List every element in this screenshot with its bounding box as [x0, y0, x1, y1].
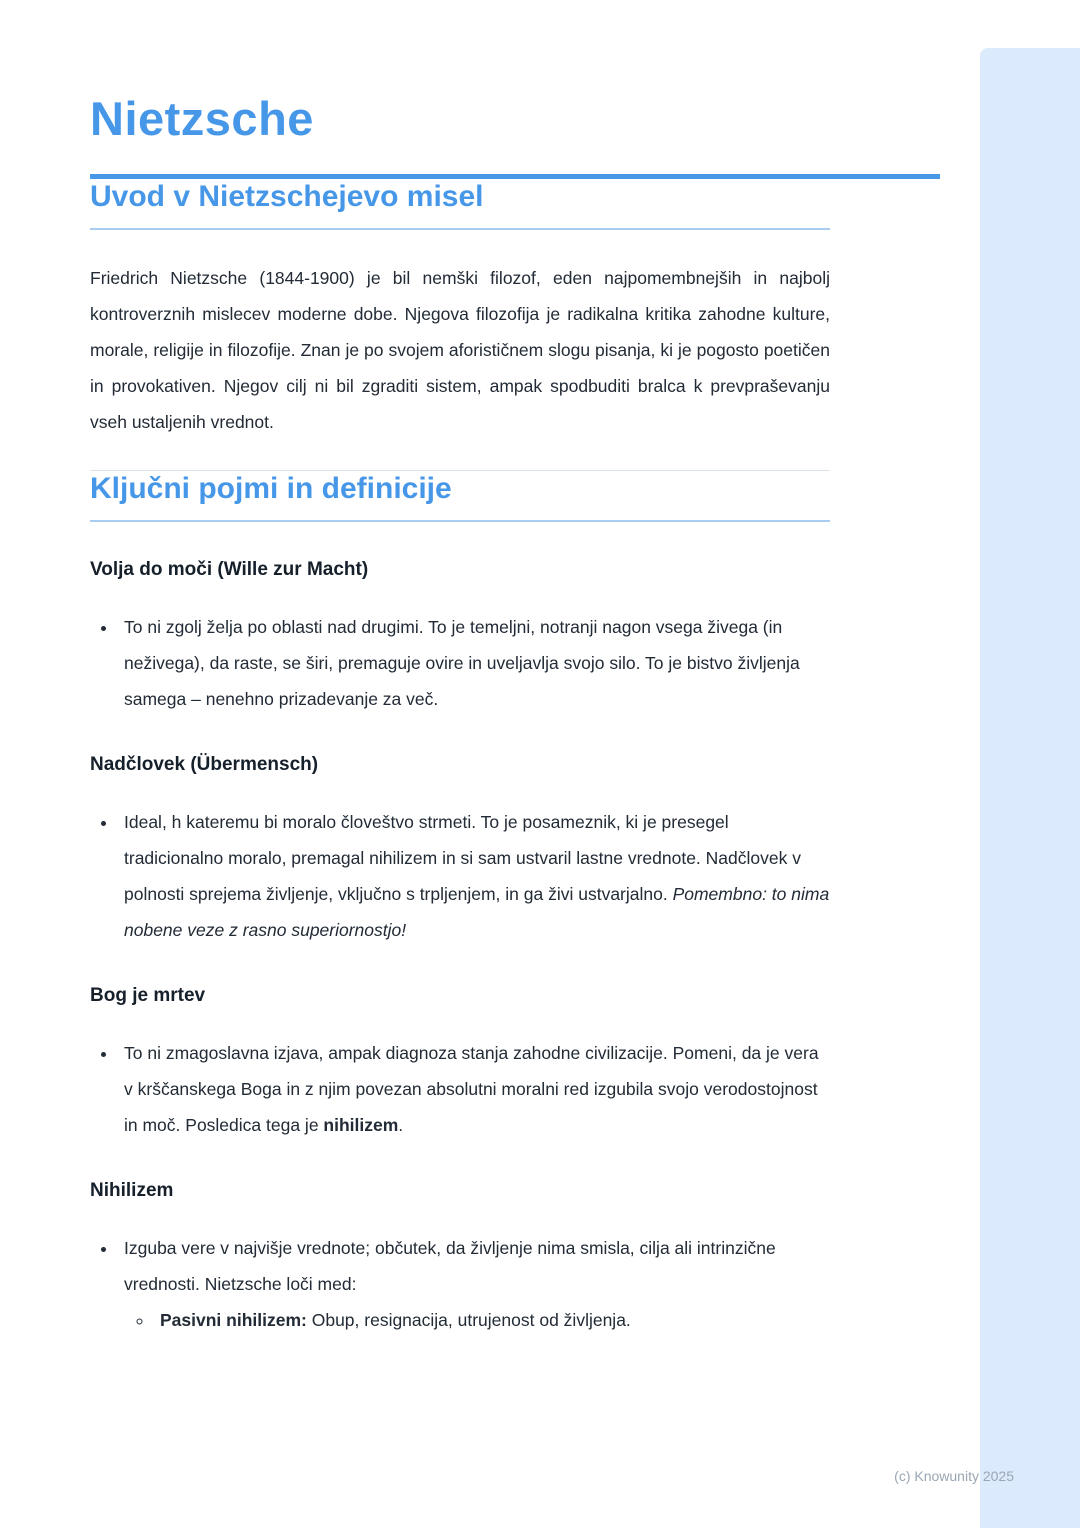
- list-item: [118, 1035, 830, 1143]
- bullet-text-end: .: [398, 1114, 404, 1135]
- section-heading-uvod: Uvod v Nietzschejevo misel: [90, 179, 830, 230]
- list-item: [118, 609, 830, 717]
- term-bog-je-mrtev: Bog je mrtev: [90, 984, 206, 1006]
- page-margin-strip: [980, 48, 1080, 1528]
- sub-bullet-text-bold: Pasivni nihilizem:: [160, 1309, 307, 1330]
- bullet-list-nadclovek: [90, 804, 830, 948]
- term-volja-do-moci: Volja do moči (Wille zur Macht): [90, 559, 369, 581]
- sub-bullet-list: [124, 1302, 830, 1338]
- section-heading-kljucni-pojmi: Ključni pojmi in definicije: [90, 471, 830, 522]
- bullet-text-bold: nihilizem: [323, 1114, 399, 1135]
- bullet-text-italic: Pomembno: to nima nobene veze z rasno superiornostjo!: [124, 883, 830, 940]
- sub-list-item: [154, 1302, 830, 1338]
- bullet-list-nihilizem: [90, 1230, 830, 1338]
- bullet-text: Ideal, h kateremu bi moralo človeštvo strmeti. To je posameznik, ki je presegel tradicionalno moralo, premagal nihilizem in si sam ustvaril lastne vrednote. Nadčlovek v polnosti sprejema življenje, vključno s trpljenjem, in ga živi ustvarjalno.: [124, 811, 801, 904]
- bullet-text: Izguba vere v najvišje vrednote; občutek, da življenje nima smisla, cilja ali intrinzične vrednosti. Nietzsche loči med:: [124, 1237, 776, 1294]
- bullet-list-volja: [90, 609, 830, 717]
- bullet-list-bog: [90, 1035, 830, 1143]
- list-item: [118, 1230, 830, 1338]
- copyright-footer: (c) Knowunity 2025: [894, 1468, 1014, 1484]
- document-content: [90, 0, 830, 1338]
- list-item: [118, 804, 830, 948]
- sub-bullet-text: Obup, resignacija, utrujenost od življenja.: [306, 1309, 631, 1330]
- bullet-text: To ni zmagoslavna izjava, ampak diagnoza stanja zahodne civilizacije. Pomeni, da je vera v krščanskega Boga in z njim povezan absolutni moralni red izgubila svojo verodostojnost in moč. Posledica tega je: [124, 1042, 819, 1135]
- term-nadclovek: Nadčlovek (Übermensch): [90, 754, 319, 776]
- term-nihilizem: Nihilizem: [90, 1179, 174, 1201]
- page-title: Nietzsche: [90, 92, 314, 145]
- intro-paragraph: Friedrich Nietzsche (1844-1900) je bil nemški filozof, eden najpomembnejših in najbolj kontroverznih mislecev moderne dobe. Njegova filozofija je radikalna kritika zahodne kulture, morale, religije in filozofije. Znan je po svojem aforističnem slogu pisanja, ki je pogosto poetičen in provokativen. Njegov cilj ni bil zgraditi sistem, ampak spodbuditi bralca k prevpraševanju vseh ustaljenih vrednot.: [90, 268, 830, 433]
- bullet-text: To ni zgolj želja po oblasti nad drugimi. To je temeljni, notranji nagon vsega živega (in neživega), da raste, se širi, premaguje ovire in uveljavlja svojo silo. To je bistvo življenja samega – nenehno prizadevanje za več.: [124, 616, 800, 710]
